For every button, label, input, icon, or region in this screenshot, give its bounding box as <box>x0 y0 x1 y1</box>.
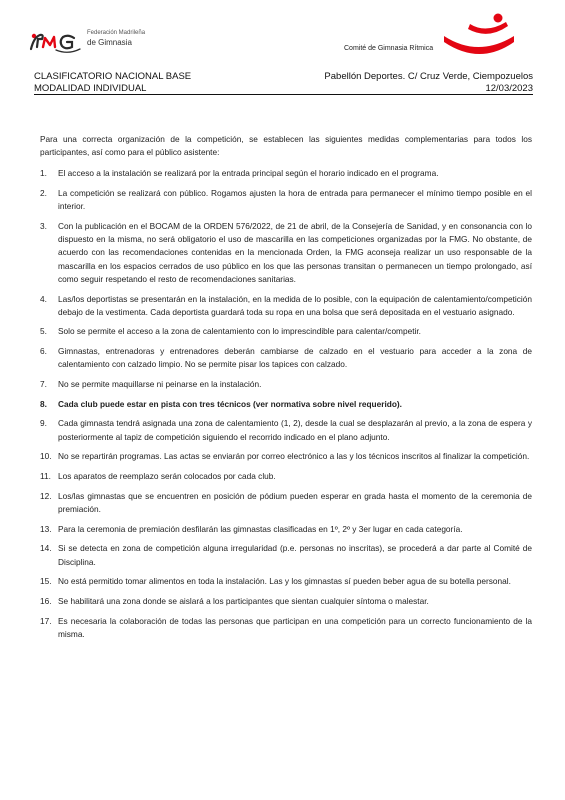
list-item-number: 10. <box>40 451 52 462</box>
list-item-number: 2. <box>40 188 47 199</box>
competition-title: CLASIFICATORIO NACIONAL BASE <box>34 71 192 82</box>
list-item-number: 14. <box>40 543 52 554</box>
venue: Pabellón Deportes. C/ Cruz Verde, Ciempozuelos <box>324 71 533 82</box>
list-item-text: No se permite maquillarse ni peinarse en la instalación. <box>58 379 262 390</box>
list-item <box>40 542 532 568</box>
list-item <box>40 450 532 463</box>
list-item-number: 7. <box>40 379 47 390</box>
measures-list <box>40 167 532 641</box>
list-item-number: 3. <box>40 221 47 232</box>
list-item <box>40 490 532 516</box>
list-item-text: Cada club puede estar en pista con tres técnicos (ver normativa sobre nivel requerido). <box>58 398 402 409</box>
list-item-text: No se repartirán programas. Las actas se enviarán por correo electrónico a las y los técnicos inscritos al finalizar la competición. <box>58 451 530 462</box>
list-item-number: 15. <box>40 576 52 587</box>
list-item <box>40 378 532 391</box>
list-item <box>40 345 532 371</box>
list-item <box>40 398 532 411</box>
list-item-text: Se habilitará una zona donde se aislará a los participantes que sientan cualquier síntoma o malestar. <box>58 595 429 606</box>
list-item-number: 13. <box>40 523 52 534</box>
intro-paragraph: Para una correcta organización de la competición, se establecen las siguientes medidas complementarias para todos los participantes, así como para el público asistente: <box>40 134 532 158</box>
list-item-number: 1. <box>40 168 47 179</box>
fmg-logo <box>28 27 168 57</box>
list-item-number: 11. <box>40 471 51 482</box>
list-item-number: 17. <box>40 615 52 626</box>
list-item-number: 4. <box>40 293 47 304</box>
list-item <box>40 293 532 319</box>
list-item <box>40 470 532 483</box>
list-item <box>40 220 532 286</box>
committee-name: Comité de Gimnasia Rítmica <box>344 45 434 52</box>
list-item-number: 9. <box>40 418 47 429</box>
list-item-text: Para la ceremonia de premiación desfilarán las gimnastas clasificadas en 1º, 2º y 3er lugar en cada categoría. <box>58 523 463 534</box>
list-item-text: No está permitido tomar alimentos en toda la instalación. Las y los gimnastas sí pueden beber agua de su botella personal. <box>58 576 511 587</box>
list-item-text: Gimnastas, entrenadoras y entrenadores deberán cambiarse de calzado en el vestuario para acceder a la zona de calentamiento con calzado limpio. No se permite pisar los tapices con calzado. <box>58 346 532 370</box>
list-item <box>40 167 532 180</box>
list-item-text: Con la publicación en el BOCAM de la ORDEN 576/2022, de 21 de abril, de la Consejería de Sanidad, y en consonancia con lo dispuesto en la misma, no será obligatorio el uso de mascarilla en las competiciones organizadas por la FMG. No obstante, de acuerdo con las recomendaciones contenidas en la mencionada Orden, la FMG aconseja realizar un uso responsable de la mascarilla en los espacios cerrados de uso público en los que las personas transitan o permanecen un tiempo prolongado, así como seguir respetando el resto de recomendaciones sanitarias. <box>58 221 532 284</box>
org-name-line1: Federación Madrileña <box>87 30 146 36</box>
list-item-text: Es necesaria la colaboración de todas las personas que participan en una competición para un correcto funcionamiento de la misma. <box>58 615 532 639</box>
list-item-number: 6. <box>40 346 47 357</box>
list-item-number: 12. <box>40 490 52 501</box>
list-item <box>40 187 532 213</box>
list-item-text: El acceso a la instalación se realizará por la entrada principal según el horario indicado en el programa. <box>58 168 439 179</box>
list-item <box>40 417 532 443</box>
list-item-text: Si se detecta en zona de competición alguna irregularidad (p.e. personas no inscritas), se procederá a dar parte al Comité de Disciplina. <box>58 543 532 567</box>
event-date: 12/03/2023 <box>485 83 533 94</box>
list-item-text: Los/las gimnastas que se encuentren en posición de pódium pueden esperar en grada hasta el momento de la ceremonia de premiación. <box>58 490 532 514</box>
list-item-number: 16. <box>40 595 52 606</box>
list-item-number: 8. <box>40 398 47 409</box>
list-item-text: La competición se realizará con público. Rogamos ajusten la hora de entrada para permanecer el mínimo tiempo posible en el interior. <box>58 188 532 212</box>
list-item-number: 5. <box>40 326 47 337</box>
list-item-text: Solo se permite el acceso a la zona de calentamiento con lo imprescindible para calentar/competir. <box>58 326 421 337</box>
list-item <box>40 615 532 641</box>
competition-modality: MODALIDAD INDIVIDUAL <box>34 83 147 94</box>
rhythmic-gymnast-logo-icon <box>440 10 520 60</box>
list-item <box>40 575 532 588</box>
fmg-logo-icon <box>28 27 88 57</box>
list-item-text: Los aparatos de reemplazo serán colocados por cada club. <box>58 471 276 482</box>
list-item <box>40 595 532 608</box>
rhythmic-gymnast-logo <box>440 10 520 65</box>
header-divider <box>34 94 533 95</box>
list-item <box>40 523 532 536</box>
list-item <box>40 325 532 338</box>
document-body <box>40 133 532 648</box>
list-item-text: Cada gimnasta tendrá asignada una zona de calentamiento (1, 2), desde la cual se desplazarán al previo, a la zona de espera y posteriormente al tapiz de competición siguiendo el recorrido indicado en el plano adjunto. <box>58 418 532 442</box>
list-item-text: Las/los deportistas se presentarán en la instalación, en la medida de lo posible, con la equipación de calentamiento/competición debajo de la vestimenta. Cada deportista guardará toda su ropa en una bolsa que será depositada en el vestuario asignado. <box>58 293 532 317</box>
org-name-line2: de Gimnasia <box>87 38 132 47</box>
